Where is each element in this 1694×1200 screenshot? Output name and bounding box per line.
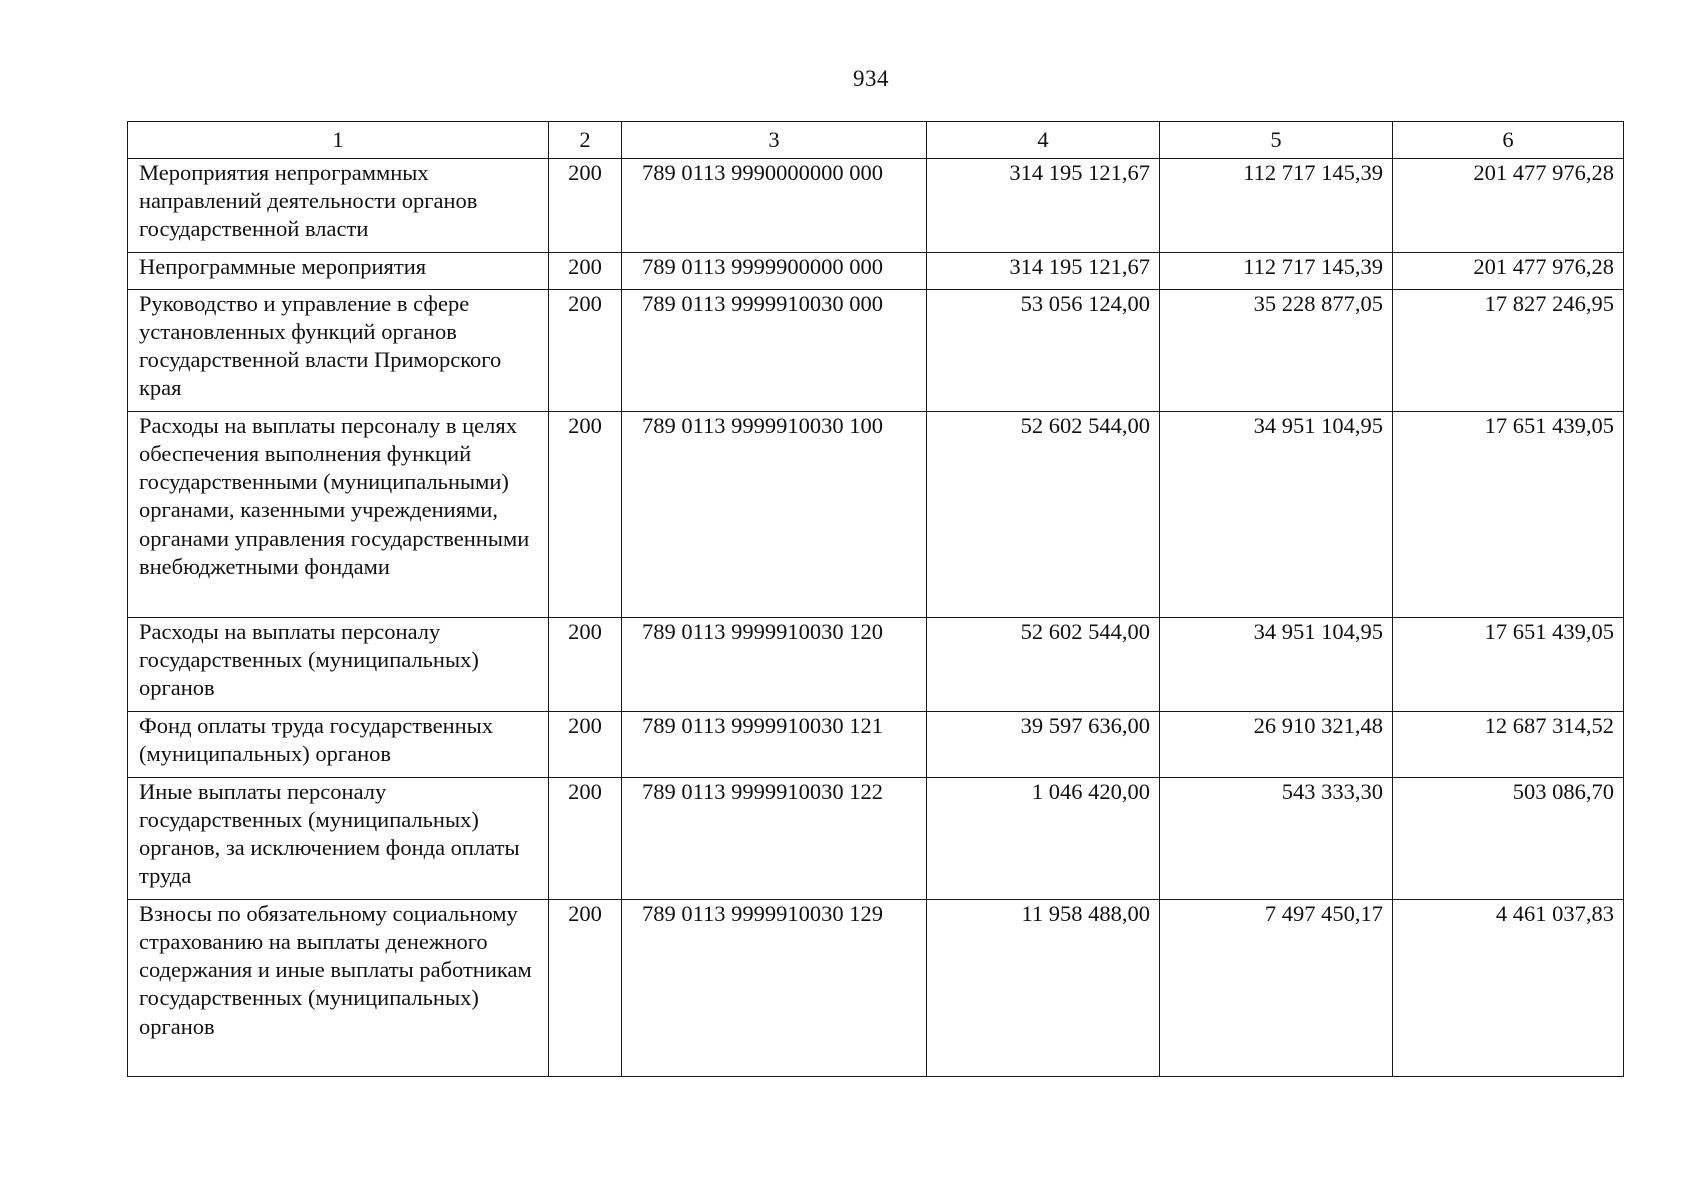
row-name: Расходы на выплаты персоналу в целях обеспечения выполнения функций государственными (муниципальными) органами, казенными учреждениями, органами управления государственными внебюджетными фондами [128,411,549,617]
row-name: Мероприятия непрограммных направлений деятельности органов государственной власти [128,159,549,253]
table-row [128,617,1624,711]
header-col-2: 2 [549,122,622,159]
row-value-6: 17 651 439,05 [1393,617,1624,711]
header-col-5: 5 [1160,122,1393,159]
row-code: 200 [549,159,622,253]
row-kbk: 789 0113 9999910030 000 [622,289,927,411]
table-row [128,899,1624,1076]
row-kbk: 789 0113 9999900000 000 [622,252,927,289]
table-row [128,777,1624,899]
row-code: 200 [549,411,622,617]
page-number: 934 [853,66,889,91]
row-value-5: 112 717 145,39 [1160,159,1393,253]
row-name: Фонд оплаты труда государственных (муниципальных) органов [128,711,549,777]
header-col-4: 4 [927,122,1160,159]
row-value-5: 35 228 877,05 [1160,289,1393,411]
table-row [128,159,1624,253]
row-value-4: 52 602 544,00 [927,411,1160,617]
row-value-4: 39 597 636,00 [927,711,1160,777]
row-value-4: 314 195 121,67 [927,252,1160,289]
row-code: 200 [549,289,622,411]
row-kbk: 789 0113 9999910030 129 [622,899,927,1076]
row-value-4: 1 046 420,00 [927,777,1160,899]
row-code: 200 [549,617,622,711]
row-value-6: 17 827 246,95 [1393,289,1624,411]
row-value-5: 34 951 104,95 [1160,411,1393,617]
row-value-4: 11 958 488,00 [927,899,1160,1076]
row-value-5: 7 497 450,17 [1160,899,1393,1076]
row-name: Иные выплаты персоналу государственных (муниципальных) органов, за исключением фонда оплаты труда [128,777,549,899]
row-kbk: 789 0113 9999910030 100 [622,411,927,617]
row-value-5: 34 951 104,95 [1160,617,1393,711]
row-value-6: 12 687 314,52 [1393,711,1624,777]
row-value-4: 53 056 124,00 [927,289,1160,411]
row-value-6: 201 477 976,28 [1393,159,1624,253]
header-row [128,122,1624,159]
row-kbk: 789 0113 9999910030 120 [622,617,927,711]
header-col-6: 6 [1393,122,1624,159]
table-row [128,289,1624,411]
row-name: Расходы на выплаты персоналу государственных (муниципальных) органов [128,617,549,711]
table-row [128,411,1624,617]
row-code: 200 [549,711,622,777]
row-code: 200 [549,899,622,1076]
row-value-6: 201 477 976,28 [1393,252,1624,289]
budget-table [127,121,1624,1077]
row-kbk: 789 0113 9999910030 122 [622,777,927,899]
row-value-6: 17 651 439,05 [1393,411,1624,617]
row-value-5: 543 333,30 [1160,777,1393,899]
row-code: 200 [549,777,622,899]
table-row [128,252,1624,289]
row-value-5: 26 910 321,48 [1160,711,1393,777]
row-name: Руководство и управление в сфере установленных функций органов государственной власти Приморского края [128,289,549,411]
row-value-5: 112 717 145,39 [1160,252,1393,289]
row-kbk: 789 0113 9999910030 121 [622,711,927,777]
row-name: Взносы по обязательному социальному страхованию на выплаты денежного содержания и иные выплаты работникам государственных (муниципальных) органов [128,899,549,1076]
row-value-6: 4 461 037,83 [1393,899,1624,1076]
row-value-6: 503 086,70 [1393,777,1624,899]
row-name: Непрограммные мероприятия [128,252,549,289]
header-col-3: 3 [622,122,927,159]
row-value-4: 52 602 544,00 [927,617,1160,711]
table-row [128,711,1624,777]
header-col-1: 1 [128,122,549,159]
row-value-4: 314 195 121,67 [927,159,1160,253]
row-kbk: 789 0113 9990000000 000 [622,159,927,253]
row-code: 200 [549,252,622,289]
